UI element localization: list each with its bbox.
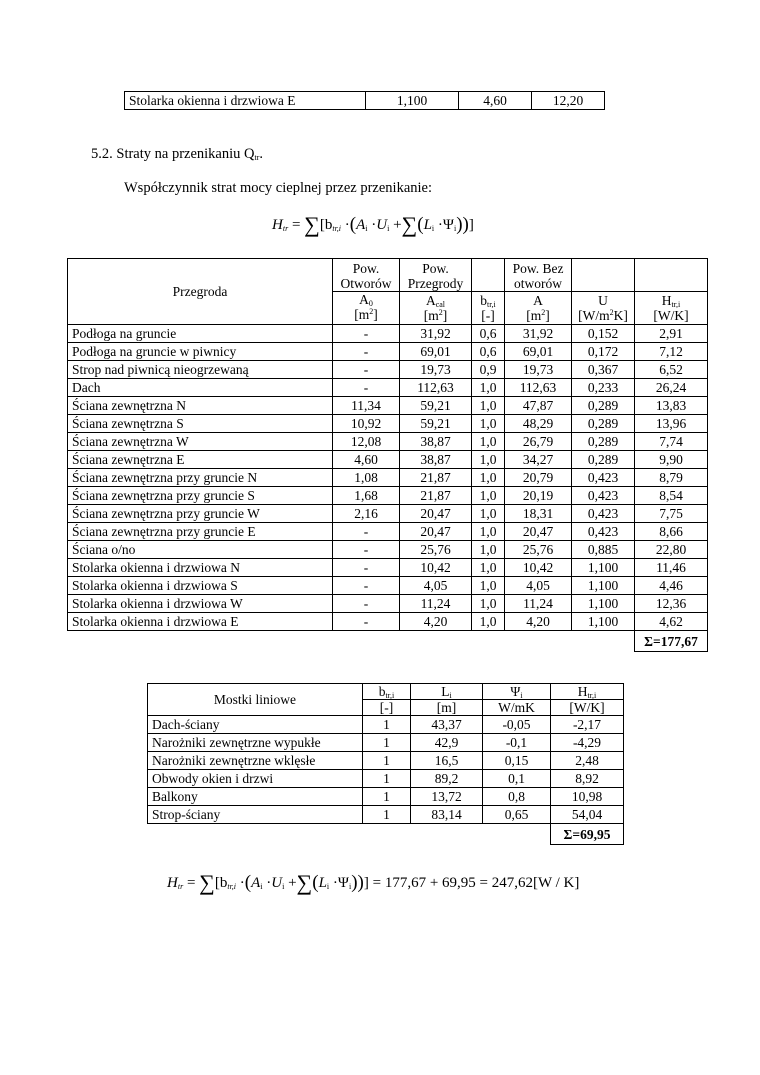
table-cell: 6,52 <box>635 361 708 379</box>
top-row-h: 12,20 <box>532 92 605 110</box>
table-cell: 1,0 <box>472 577 505 595</box>
main-sum: Σ=177,67 <box>635 631 708 652</box>
table-row <box>68 343 708 361</box>
table-cell: 48,29 <box>505 415 572 433</box>
table-cell: 38,87 <box>400 451 472 469</box>
table-cell: 0,233 <box>572 379 635 397</box>
table-cell: -4,29 <box>551 734 624 752</box>
table-cell: 1,0 <box>472 595 505 613</box>
table-cell: 1,100 <box>572 613 635 631</box>
table-cell: 9,90 <box>635 451 708 469</box>
partition-name: Ściana o/no <box>68 541 333 559</box>
table-cell: 4,46 <box>635 577 708 595</box>
table-cell: 0,289 <box>572 415 635 433</box>
table-cell: - <box>333 379 400 397</box>
table-cell: 8,79 <box>635 469 708 487</box>
table-cell: 11,24 <box>505 595 572 613</box>
table-cell: - <box>333 559 400 577</box>
table-cell: 0,6 <box>472 325 505 343</box>
header-l: $L_i$ <box>411 684 483 700</box>
table-cell: -0,05 <box>483 716 551 734</box>
table-cell: 1,0 <box>472 559 505 577</box>
table-cell: 0,423 <box>572 487 635 505</box>
header-mostki: Mostki liniowe <box>148 684 363 716</box>
table-row <box>68 361 708 379</box>
table-cell: 11,46 <box>635 559 708 577</box>
table-cell: - <box>333 541 400 559</box>
section-heading: 5.2. Straty na przenikaniu $Q_{tr}$. <box>91 146 264 162</box>
table-cell: 21,87 <box>400 487 472 505</box>
table-cell: -0,1 <box>483 734 551 752</box>
bridge-name: Narożniki zewnętrzne wypukłe <box>148 734 363 752</box>
header-btr: $b_{tr,i}$ [-] <box>472 292 505 325</box>
table-cell: 7,74 <box>635 433 708 451</box>
table-cell: 1,0 <box>472 397 505 415</box>
table-cell: 13,72 <box>411 788 483 806</box>
table-row <box>148 752 624 770</box>
table-row <box>68 451 708 469</box>
bridge-name: Strop-ściany <box>148 806 363 824</box>
table-row <box>68 523 708 541</box>
table-cell: 4,20 <box>505 613 572 631</box>
table-cell: 4,60 <box>333 451 400 469</box>
table-cell: 11,24 <box>400 595 472 613</box>
table-cell: 1 <box>363 716 411 734</box>
table-cell: 89,2 <box>411 770 483 788</box>
table-cell: 10,98 <box>551 788 624 806</box>
header-empty <box>472 259 505 292</box>
table-cell: 12,36 <box>635 595 708 613</box>
table-cell: 47,87 <box>505 397 572 415</box>
table-cell: 4,05 <box>400 577 472 595</box>
table-row <box>68 325 708 343</box>
partition-name: Ściana zewnętrzna S <box>68 415 333 433</box>
table-cell: 20,47 <box>505 523 572 541</box>
header-psi: $\Psi_i$ <box>483 684 551 700</box>
table-cell: 4,62 <box>635 613 708 631</box>
table-cell: 0,152 <box>572 325 635 343</box>
header-przegroda: Przegroda <box>68 259 333 325</box>
table-cell: 19,73 <box>400 361 472 379</box>
table-cell: 22,80 <box>635 541 708 559</box>
table-cell: 1,08 <box>333 469 400 487</box>
table-cell: 25,76 <box>400 541 472 559</box>
table-cell: 13,83 <box>635 397 708 415</box>
table-cell: 112,63 <box>400 379 472 397</box>
table-cell: 1 <box>363 752 411 770</box>
bridges-sum: Σ=69,95 <box>551 824 624 845</box>
table-cell: 16,5 <box>411 752 483 770</box>
header-row <box>68 259 708 292</box>
partition-name: Podłoga na gruncie <box>68 325 333 343</box>
table-cell: - <box>333 523 400 541</box>
top-row-name: Stolarka okienna i drzwiowa E <box>125 92 366 110</box>
table-cell: 8,92 <box>551 770 624 788</box>
header-u: U $[W/m^2K]$ <box>572 292 635 325</box>
table-cell: 0,423 <box>572 523 635 541</box>
table-row <box>68 379 708 397</box>
table-cell: 8,54 <box>635 487 708 505</box>
table-cell: 19,73 <box>505 361 572 379</box>
table-cell: 8,66 <box>635 523 708 541</box>
table-cell: 42,9 <box>411 734 483 752</box>
partition-name: Stolarka okienna i drzwiowa S <box>68 577 333 595</box>
partition-name: Stolarka okienna i drzwiowa E <box>68 613 333 631</box>
header-h-unit: [W/K] <box>551 700 624 716</box>
table-cell: 83,14 <box>411 806 483 824</box>
table-cell: 4,05 <box>505 577 572 595</box>
table-cell: 1,0 <box>472 379 505 397</box>
partition-name: Dach <box>68 379 333 397</box>
table-cell: 1,100 <box>572 559 635 577</box>
table-cell: 1,0 <box>472 541 505 559</box>
table-cell: 1,0 <box>472 469 505 487</box>
table-cell: 12,08 <box>333 433 400 451</box>
header-acal: $A_{cal}$ $[m^2]$ <box>400 292 472 325</box>
partition-name: Podłoga na gruncie w piwnicy <box>68 343 333 361</box>
table-row <box>68 541 708 559</box>
table-cell: 34,27 <box>505 451 572 469</box>
table-cell: 0,8 <box>483 788 551 806</box>
table-cell: 0,172 <box>572 343 635 361</box>
table-cell: 1 <box>363 734 411 752</box>
table-cell: 1,100 <box>572 577 635 595</box>
header-row <box>148 684 624 700</box>
table-cell: 20,79 <box>505 469 572 487</box>
header-btr-unit: [-] <box>363 700 411 716</box>
table-cell: 59,21 <box>400 415 472 433</box>
table-cell: 1,68 <box>333 487 400 505</box>
partition-name: Stolarka okienna i drzwiowa W <box>68 595 333 613</box>
table-row <box>68 613 708 631</box>
table-cell: 13,96 <box>635 415 708 433</box>
table-cell: 7,75 <box>635 505 708 523</box>
table-cell: 1,0 <box>472 433 505 451</box>
sum-row <box>148 824 624 845</box>
bridge-name: Narożniki zewnętrzne wklęsłe <box>148 752 363 770</box>
table-row <box>68 595 708 613</box>
table-cell: 1 <box>363 806 411 824</box>
bridges-table <box>147 683 624 845</box>
table-cell: 2,48 <box>551 752 624 770</box>
table-cell: 38,87 <box>400 433 472 451</box>
partition-name: Ściana zewnętrzna przy gruncie S <box>68 487 333 505</box>
table-row <box>148 770 624 788</box>
table-row <box>148 716 624 734</box>
table-cell: 1,0 <box>472 613 505 631</box>
partition-name: Stolarka okienna i drzwiowa N <box>68 559 333 577</box>
table-cell: 43,37 <box>411 716 483 734</box>
table-cell: 1 <box>363 788 411 806</box>
partition-name: Ściana zewnętrzna przy gruncie N <box>68 469 333 487</box>
table-cell: 4,20 <box>400 613 472 631</box>
bridge-name: Dach-ściany <box>148 716 363 734</box>
table-cell: - <box>333 361 400 379</box>
table-cell: 10,42 <box>505 559 572 577</box>
table-cell: 69,01 <box>400 343 472 361</box>
table-cell: 31,92 <box>400 325 472 343</box>
table-cell: 0,423 <box>572 469 635 487</box>
table-row <box>68 397 708 415</box>
table-cell: - <box>333 343 400 361</box>
table-cell: 2,91 <box>635 325 708 343</box>
table-cell: 26,79 <box>505 433 572 451</box>
table-cell: 112,63 <box>505 379 572 397</box>
formula-result: $H_{tr} = \sum[b_{tr,i} \cdot(A_i \cdot U_i +\sum(L_i \cdot\Psi_i))] = 177,67 + 69,95 = 247,62[W / K]$ <box>167 870 580 895</box>
header-empty-h <box>635 259 708 292</box>
table-cell: 25,76 <box>505 541 572 559</box>
table-cell: 26,24 <box>635 379 708 397</box>
formula-definition: $H_{tr} = \sum[b_{tr,i} \cdot(A_i \cdot U_i +\sum(L_i \cdot\Psi_i))]$ <box>272 212 474 237</box>
sum-row <box>68 631 708 652</box>
table-cell: 11,34 <box>333 397 400 415</box>
table-row <box>148 806 624 824</box>
table-cell: 18,31 <box>505 505 572 523</box>
table-cell: 1,0 <box>472 487 505 505</box>
table-cell: 1 <box>363 770 411 788</box>
header-psi-unit: W/mK <box>483 700 551 716</box>
table-cell: 21,87 <box>400 469 472 487</box>
partition-name: Ściana zewnętrzna przy gruncie E <box>68 523 333 541</box>
table-cell: 0,885 <box>572 541 635 559</box>
table-cell: 59,21 <box>400 397 472 415</box>
table-cell: 1,0 <box>472 505 505 523</box>
table-row <box>68 433 708 451</box>
table-row <box>68 577 708 595</box>
header-a: A $[m^2]$ <box>505 292 572 325</box>
table-cell: 69,01 <box>505 343 572 361</box>
partition-name: Ściana zewnętrzna przy gruncie W <box>68 505 333 523</box>
top-row-u: 1,100 <box>366 92 459 110</box>
table-cell: 0,65 <box>483 806 551 824</box>
table-row <box>125 92 605 110</box>
table-cell: 20,47 <box>400 505 472 523</box>
section-intro: Współczynnik strat mocy cieplnej przez przenikanie: <box>124 180 432 196</box>
table-cell: 1,0 <box>472 451 505 469</box>
header-pow-otworow: Pow. Otworów <box>333 259 400 292</box>
table-cell: 1,100 <box>572 595 635 613</box>
table-cell: 10,92 <box>333 415 400 433</box>
top-row-a: 4,60 <box>459 92 532 110</box>
table-row <box>68 487 708 505</box>
table-row <box>68 559 708 577</box>
table-row <box>68 469 708 487</box>
table-cell: - <box>333 577 400 595</box>
partition-name: Ściana zewnętrzna E <box>68 451 333 469</box>
table-cell: 7,12 <box>635 343 708 361</box>
header-btr: $b_{tr,i}$ <box>363 684 411 700</box>
header-empty-u <box>572 259 635 292</box>
table-cell: - <box>333 613 400 631</box>
table-cell: 54,04 <box>551 806 624 824</box>
table-cell: 0,289 <box>572 433 635 451</box>
table-cell: 0,1 <box>483 770 551 788</box>
header-pow-przegrody: Pow. Przegrody <box>400 259 472 292</box>
table-cell: 0,367 <box>572 361 635 379</box>
partitions-table <box>67 258 708 652</box>
header-h: $H_{tr,i}$ <box>551 684 624 700</box>
table-cell: - <box>333 595 400 613</box>
header-a0: $A_0$ $[m^2]$ <box>333 292 400 325</box>
header-l-unit: [m] <box>411 700 483 716</box>
table-row <box>148 734 624 752</box>
table-cell: 0,9 <box>472 361 505 379</box>
partition-name: Ściana zewnętrzna W <box>68 433 333 451</box>
table-row <box>68 415 708 433</box>
table-row <box>148 788 624 806</box>
table-cell: 0,423 <box>572 505 635 523</box>
header-h: $H_{tr,i}$ [W/K] <box>635 292 708 325</box>
table-cell: 31,92 <box>505 325 572 343</box>
table-cell: 1,0 <box>472 523 505 541</box>
header-pow-bez: Pow. Bez otworów <box>505 259 572 292</box>
table-cell: 20,47 <box>400 523 472 541</box>
table-cell: 0,6 <box>472 343 505 361</box>
table-cell: 1,0 <box>472 415 505 433</box>
bridge-name: Obwody okien i drzwi <box>148 770 363 788</box>
table-row <box>68 505 708 523</box>
top-row-table <box>124 91 605 110</box>
table-cell: 10,42 <box>400 559 472 577</box>
table-cell: - <box>333 325 400 343</box>
table-cell: 2,16 <box>333 505 400 523</box>
table-cell: 20,19 <box>505 487 572 505</box>
table-cell: 0,289 <box>572 397 635 415</box>
partition-name: Strop nad piwnicą nieogrzewaną <box>68 361 333 379</box>
bridge-name: Balkony <box>148 788 363 806</box>
partition-name: Ściana zewnętrzna N <box>68 397 333 415</box>
table-cell: -2,17 <box>551 716 624 734</box>
table-cell: 0,289 <box>572 451 635 469</box>
table-cell: 0,15 <box>483 752 551 770</box>
